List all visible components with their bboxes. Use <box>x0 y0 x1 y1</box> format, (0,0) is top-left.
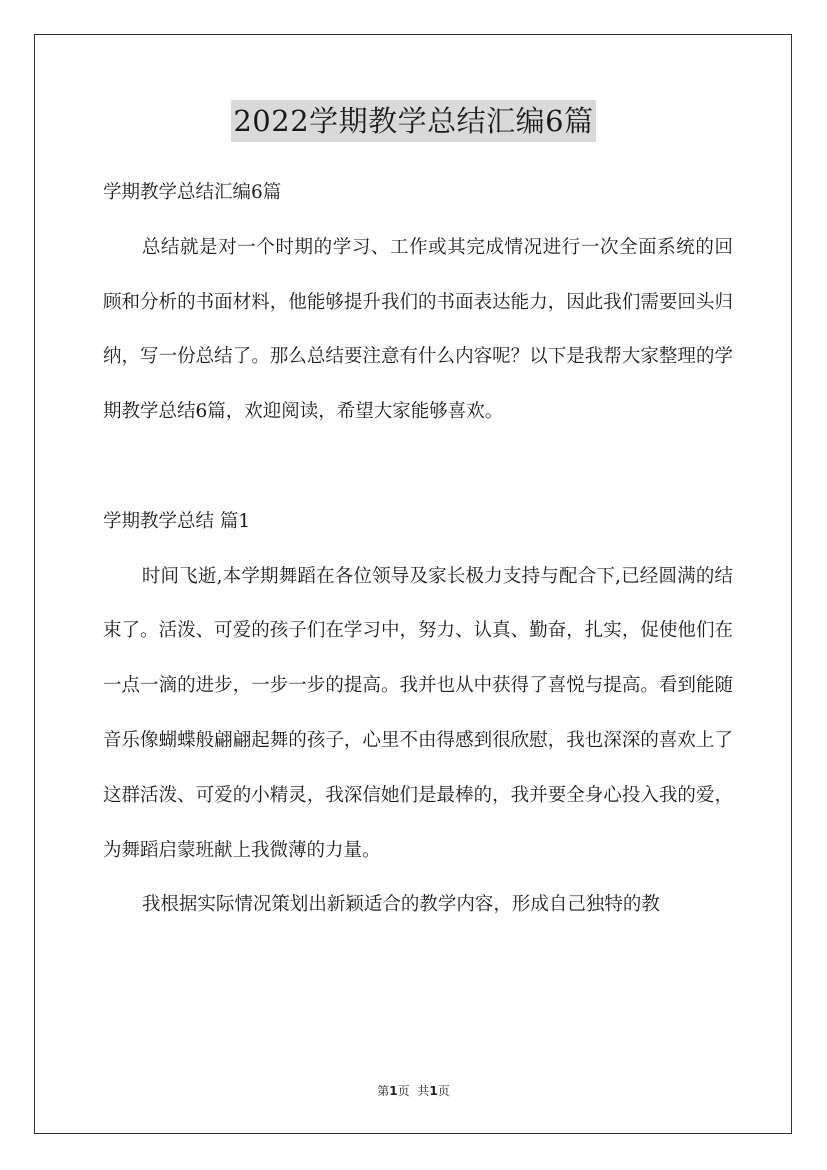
document-subtitle: 学期教学总结汇编6篇 <box>103 182 282 203</box>
body-paragraph: 时间飞逝,本学期舞蹈在各位领导及家长极力支持与配合下,已经圆满的结束了。活泼、可爱的孩子们在学习中，努力、认真、勤奋，扎实，促使他们在一点一滴的进步，一步一步的提高。我并也从中获得了喜悦与提高。看到能随音乐像蝴蝶般翩翩起舞的孩子，心里不由得感到很欣慰，我也深深的喜欢上了这群活泼、可爱的小精灵，我深信她们是最棒的，我并要全身心投入我的爱，为舞蹈启蒙班献上我微薄的力量。 <box>103 565 733 861</box>
footer-page-prefix: 第 <box>377 1084 390 1098</box>
intro-paragraph: 总结就是对一个时期的学习、工作或其完成情况进行一次全面系统的回顾和分析的书面材料，他能够提升我们的书面表达能力，因此我们需要回头归纳，写一份总结了。那么总结要注意有什么内容呢？以下是我帮大家整理的学期教学总结6篇，欢迎阅读，希望大家能够喜欢。 <box>103 236 733 423</box>
footer-total-suffix: 页 <box>437 1084 450 1098</box>
page-footer <box>0 1082 827 1099</box>
document-title: 2022学期教学总结汇编6篇 <box>231 100 595 142</box>
section-heading: 学期教学总结 篇1 <box>103 510 251 532</box>
footer-total-prefix: 共 <box>417 1084 430 1098</box>
body-paragraph: 我根据实际情况策划出新颖适合的教学内容，形成自己独特的教 <box>141 894 660 916</box>
document-body <box>103 166 733 933</box>
footer-page-number: 1 <box>389 1084 398 1098</box>
paragraph-gap <box>103 440 733 495</box>
title-container <box>0 100 827 142</box>
footer-page-suffix: 页 <box>397 1084 410 1098</box>
footer-total-pages: 1 <box>429 1084 438 1098</box>
